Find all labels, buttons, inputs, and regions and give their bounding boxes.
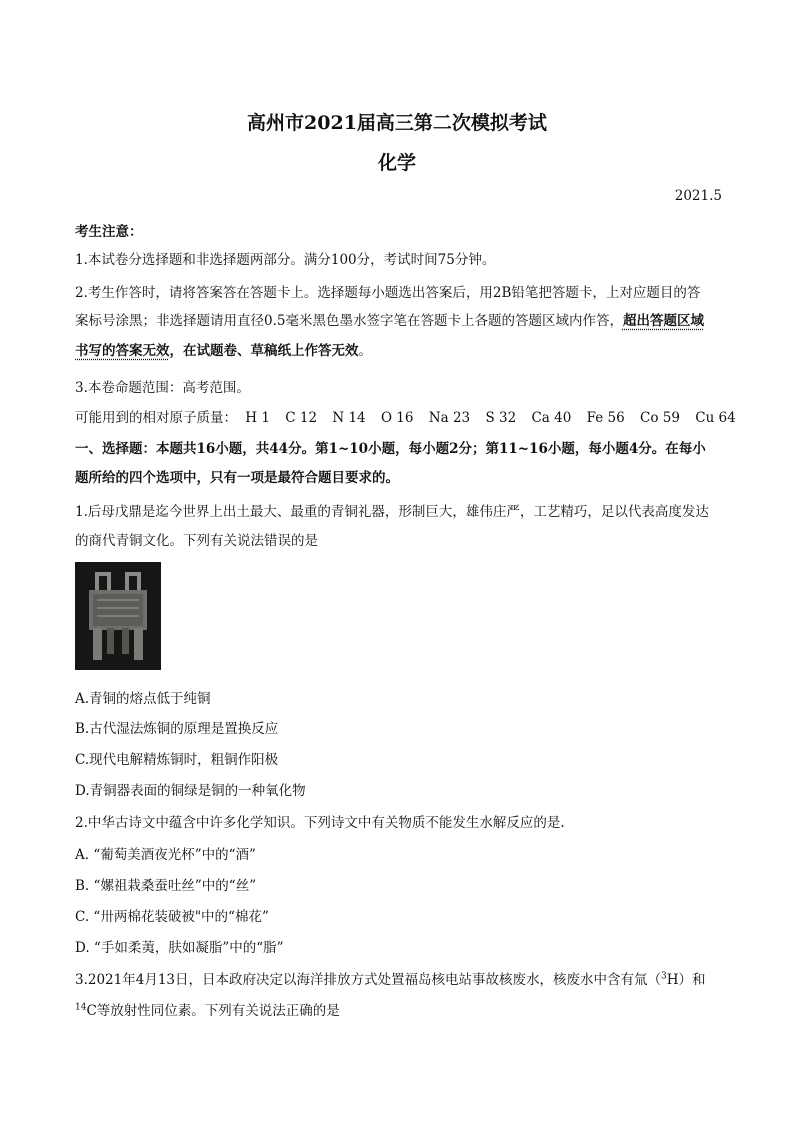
atomic-mass-item: Cu 64 — [695, 410, 736, 426]
atomic-mass-item: S 32 — [485, 410, 517, 426]
subject-title: 化学 — [377, 152, 416, 174]
atomic-masses-label: 可能用到的相对原子质量： — [75, 410, 237, 426]
atomic-mass-item: Co 59 — [640, 410, 680, 426]
note-2-line-1: 2.考生作答时，请将答案答在答题卡上。选择题每小题选出答案后，用2B铅笔把答题卡，上对应题目的答 — [75, 285, 701, 301]
note-1: 1.本试卷分选择题和非选择题两部分。满分100分，考试时间75分钟。 — [75, 252, 496, 268]
note-2-text: 案标号涂黑；非选择题请用直径0.5毫米黑色墨水签字笔在答题卡上各题的答题区域内作答， — [75, 313, 623, 329]
note-3: 3.本卷命题范围：高考范围。 — [75, 380, 250, 396]
bronze-ding-illustration — [75, 562, 161, 670]
atomic-mass-item: C 12 — [285, 410, 318, 426]
q3-text-3: C等放射性同位素。下列有关说法正确的是 — [86, 1003, 340, 1019]
note-2-line-2 — [75, 309, 704, 329]
atomic-mass-item: Fe 56 — [586, 410, 625, 426]
q1-stem-line-2: 的商代青铜文化。下列有关说法错误的是 — [75, 533, 318, 549]
notes-heading: 考生注意： — [75, 224, 143, 240]
bronze-ding-image — [75, 562, 161, 670]
exam-date: 2021.5 — [674, 188, 722, 204]
atomic-mass-item: Ca 40 — [531, 410, 572, 426]
q2-option-b: B. “嫘祖栽桑蚕吐丝”中的“丝” — [75, 878, 257, 894]
note-2-emphasis: 超出答题区域 — [622, 313, 704, 329]
q1-option-d: D.青铜器表面的铜绿是铜的一种氧化物 — [75, 783, 306, 799]
q2-option-c: C. “卅两棉花装破被"中的“棉花” — [75, 909, 269, 925]
q1-option-a: A.青铜的熔点低于纯铜 — [75, 691, 211, 707]
atomic-mass-item: H 1 — [245, 410, 270, 426]
note-2-emphasis-3: ，在试题卷、草稿纸上作答无效 — [169, 343, 359, 359]
note-2-emphasis-2: 书写的答案无效 — [75, 343, 170, 359]
atomic-mass-item: N 14 — [332, 410, 366, 426]
q3-text-2: H）和 — [666, 972, 706, 988]
atomic-masses — [75, 406, 747, 426]
q3-text: 3.2021年4月13日，日本政府决定以海洋排放方式处置福岛核电站事故核废水，核废水中含有氚（ — [75, 972, 662, 988]
q3-stem-line-1 — [75, 968, 706, 988]
section-1-line-2: 题所给的四个选项中，只有一项是最符合题目要求的。 — [75, 470, 399, 486]
atomic-mass-item: O 16 — [380, 410, 414, 426]
q2-option-d: D. “手如柔荑，肤如凝脂”中的“脂” — [75, 940, 284, 956]
q2-option-a: A. “葡萄美酒夜光杯”中的“酒” — [75, 847, 256, 863]
note-2-line-3 — [75, 339, 372, 359]
note-2-end: 。 — [358, 343, 372, 359]
q3-stem-line-2 — [75, 999, 340, 1019]
q1-option-b: B.古代湿法炼铜的原理是置换反应 — [75, 721, 279, 737]
q1-stem-line-1: 1.后母戊鼎是迄今世界上出土最大、最重的青铜礼器，形制巨大，雄伟庄严，工艺精巧，足以代表高度发达 — [75, 504, 709, 520]
exam-title: 高州市2021届高三第二次模拟考试 — [247, 112, 547, 134]
q2-stem: 2.中华古诗文中蕴含中许多化学知识。下列诗文中有关物质不能发生水解反应的是. — [75, 815, 565, 831]
q3-sup-3: 3 — [661, 971, 667, 982]
q1-option-c: C.现代电解精炼铜时，粗铜作阳极 — [75, 752, 279, 768]
q3-sup-14: 14 — [75, 1002, 87, 1013]
section-1-line-1: 一、选择题：本题共16小题，共44分。第1~10小题，每小题2分；第11~16小题，每小题4分。在每小 — [75, 441, 706, 457]
atomic-mass-item: Na 23 — [428, 410, 471, 426]
